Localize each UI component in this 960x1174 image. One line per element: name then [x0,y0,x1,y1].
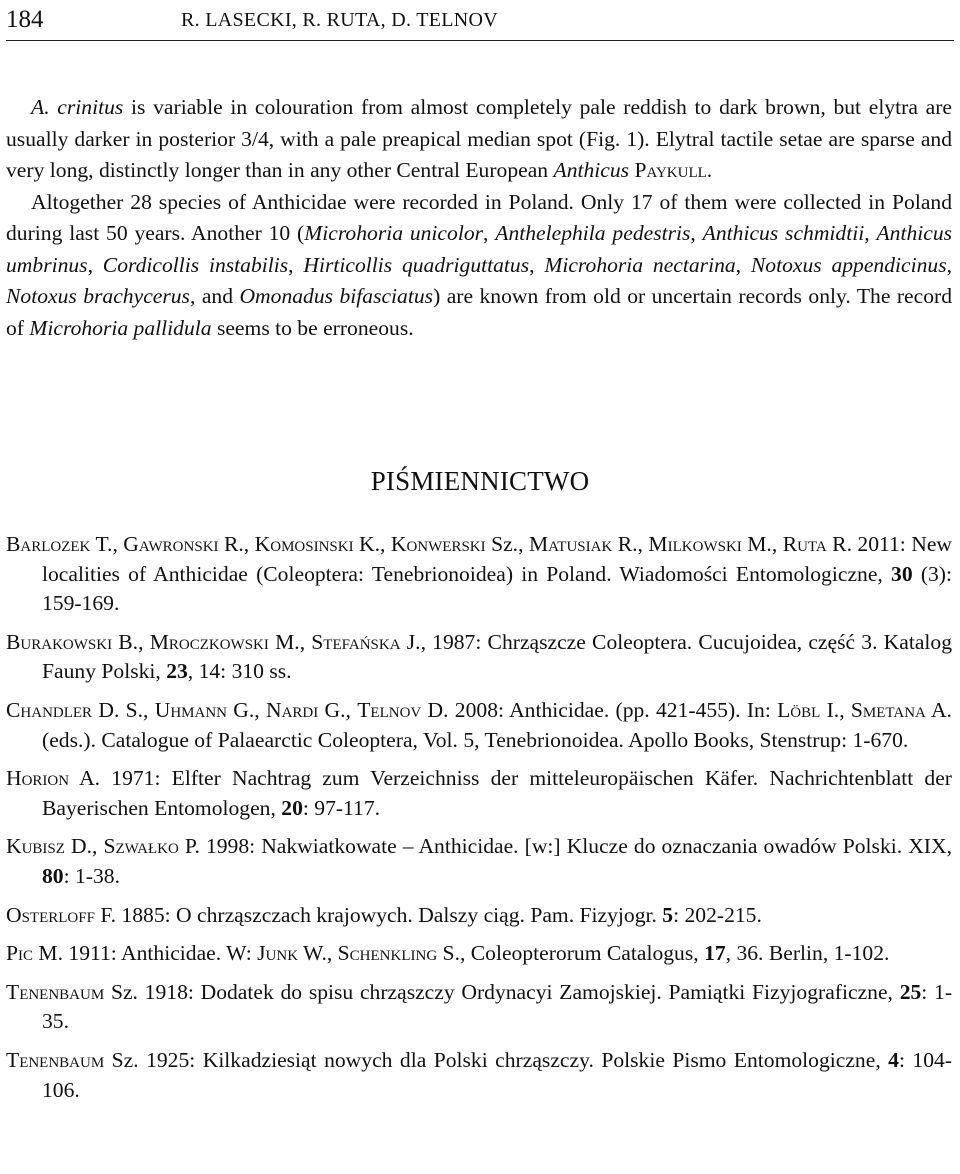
editor-initials: A. [925,697,952,722]
page-number: 184 [6,6,44,33]
author-surname: Nardi [265,697,319,722]
reference-text: : 1-38. [63,863,120,888]
editor-initials: S. [437,941,460,966]
reference-text: 1918: Dodatek do spisu chrząszczy Ordynacyi Zamojskiej. Pamiątki Fizyjograficzne, [137,979,900,1004]
author-surname: Matusiak [528,532,613,556]
reference-list [6,530,952,1114]
author-initials: B., [112,629,150,654]
author-surname: Szwałko [103,834,179,859]
author-surname: Mroczkowski [149,629,269,654]
author-initials: D., [64,834,104,859]
author-surname: Kubisz [6,834,65,859]
author-initials: A. [69,766,101,791]
author-initials: J. [400,629,421,654]
paragraph-text: seems to be erroneous. [211,315,414,340]
author-surname: Uhmann [154,697,228,722]
reference-text: 2008: Anthicidae. (pp. 421-455). In: [448,697,778,722]
author-initials: R., [218,532,255,556]
paragraph-text: is variable in colouration from almost completely pale reddish to dark brown, but elytra are usually darker in posterior 3/4, with a pale preapical median spot (Fig. 1). Elytral tactile setae are sparse and very long, distinctly longer than in any other Central European [6,95,952,182]
author-surname: Ruta [782,532,827,556]
reference-item [6,901,952,931]
species-name: Microhoria pallidula [29,315,212,340]
author-surname: Chandler [6,697,93,722]
species-name: Microhoria nectarina [544,252,736,277]
volume-number: 17 [704,941,726,966]
species-name: Anthicus umbrinus [6,221,953,277]
author-initials: R. [826,532,852,556]
author-initials: K., [353,532,391,556]
species-name: Hirticollis quadriguttatus [303,252,530,277]
body-text [6,92,952,344]
author-surname: Horion [6,766,70,791]
author-surname: Milkowski [648,532,742,556]
reference-text: 1925: Kilkadziesiąt nowych dla Polski chrząszczy. Polskie Pismo Entomologiczne, [138,1047,889,1072]
reference-item [6,1046,952,1105]
editor-surname: Löbl [777,697,821,722]
author-initials: T., [90,532,124,556]
species-name: Anthelephila pedestris [495,221,691,245]
author-initials: M., [741,532,783,556]
editor-surname: Schenkling [337,941,438,966]
paragraph-coloration [6,92,952,187]
reference-text: 2011: New localities of Anthicidae (Coleoptera: Tenebrionoidea) in Poland. Wiadomości Entomologiczne, [42,532,953,586]
editor-surname: Junk [257,941,299,966]
reference-text: 1998: Nakwiatkowate – Anthicidae. [w:] Klucze do oznaczania owadów Polski. XIX, [199,834,952,859]
species-name: Notoxus appendicinus [750,252,947,277]
reference-text: 1911: Anthicidae. W: [63,941,258,966]
reference-text: : 104-106. [42,1047,952,1102]
page-header [6,6,954,41]
species-name: Cordicollis instabilis [102,252,289,277]
reference-text: , Coleopterorum Catalogus, [459,941,705,966]
reference-text: : 202-215. [673,902,762,927]
author-surname: Gawronski [123,532,219,556]
author-initials: G., [318,697,358,722]
reference-item [6,696,952,755]
author-surname: Burakowski [6,629,113,654]
section-title: PIŚMIENNICTWO [370,466,590,496]
reference-item [6,939,952,969]
reference-text: 1971: Elfter Nachtrag zum Verzeichniss der mitteleuropäischen Käfer. Nachrichtenblatt der Bayerischen Entomologen, [42,766,953,820]
reference-text: : 97-117. [302,795,381,820]
editor-initials: I., [820,697,851,722]
species-name: Omonadus bifasciatus [239,284,434,308]
author-surname: Pic [6,941,34,966]
reference-text: 1885: O chrząszczach krajowych. Dalszy ciąg. Pam. Fizyjogr. [116,902,663,927]
author-surname: Konwerski [390,532,486,556]
volume-number: 25 [899,979,922,1004]
reference-item [6,530,952,619]
author-surname: Komosinski [254,532,354,556]
volume-number: 20 [281,795,303,820]
author-initials: M., [268,629,312,654]
paragraph-text: Altogether 28 species of Anthicidae were recorded in Poland. Only 17 of them were collected in Poland during last 50 years. Another 10 ( [6,189,952,245]
reference-text: , 14: 310 ss. [187,659,292,684]
reference-text: , 36. Berlin, 1-102. [725,941,890,966]
author-name: Paykull [634,158,707,182]
reference-item [6,832,952,891]
paragraph-text: . [706,158,713,182]
paragraph-text: ) are known from old or uncertain records only. The record of [6,284,953,340]
reference-text: , 1987: Chrząszcze Coleoptera. Cucujoidea, część 3. Katalog Fauny Polski, [42,629,953,684]
volume-number: 23 [166,659,188,684]
volume-number: 4 [888,1047,899,1072]
volume-number: 5 [662,902,674,927]
reference-text: (eds.). Catalogue of Palaearctic Coleoptera, Vol. 5, Tenebrionoidea. Apollo Books, Stenstrup: 1-670. [42,727,909,752]
author-initials: Sz. [104,1047,139,1072]
author-initials: P. [178,834,200,859]
genus-name: Anthicus [553,158,630,182]
volume-number: 30 [891,561,913,586]
author-initials: R., [612,532,649,556]
author-surname: Barlozek [6,532,91,556]
author-surname: Tenenbaum [6,1047,105,1072]
author-initials: G., [227,697,266,722]
species-name: Microhoria unicolor [304,221,484,245]
species-name: Anthicus schmidtii [702,221,865,245]
reference-item [6,764,952,823]
author-surname: Tenenbaum [6,979,105,1004]
editor-initials: W., [298,941,338,966]
author-surname: Osterloff [6,902,95,927]
reference-item [6,978,952,1037]
author-initials: F. [94,902,117,927]
author-surname: Telnov [357,697,422,722]
author-initials: D. S., [92,697,155,722]
author-initials: D. [421,697,449,722]
editor-surname: Smetana [850,697,926,722]
running-head: R. LASECKI, R. RUTA, D. TELNOV [181,9,499,31]
species-name: Notoxus brachycerus [6,284,190,308]
reference-text: (3): 159-169. [42,561,952,616]
author-initials: Sz. [104,979,138,1004]
reference-item [6,628,952,687]
reference-text: : 1-35. [42,979,953,1034]
paragraph-species-count: Altogether 28 species of Anthicidae were recorded in Poland. Only 17 of them were collected in Poland during last 50 years. Another 10 (Microhoria unicolor, Anthelephila pedestris, Anthicus schmidtii, Anthicus umbrinus, Cordicollis instabilis, Hirticollis quadriguttatus, Microhoria nectarina, Notoxus appendicinus, Notoxus brachycerus, and Omonadus bifasciatus) are known from old or uncertain records only. The record of Microhoria pallidula seems to be erroneous. [6,189,953,340]
author-initials: M. [33,941,64,966]
author-initials: Sz., [485,532,529,556]
volume-number: 80 [42,863,64,888]
author-surname: Stefańska [311,629,401,654]
species-name: A. crinitus [31,95,124,119]
